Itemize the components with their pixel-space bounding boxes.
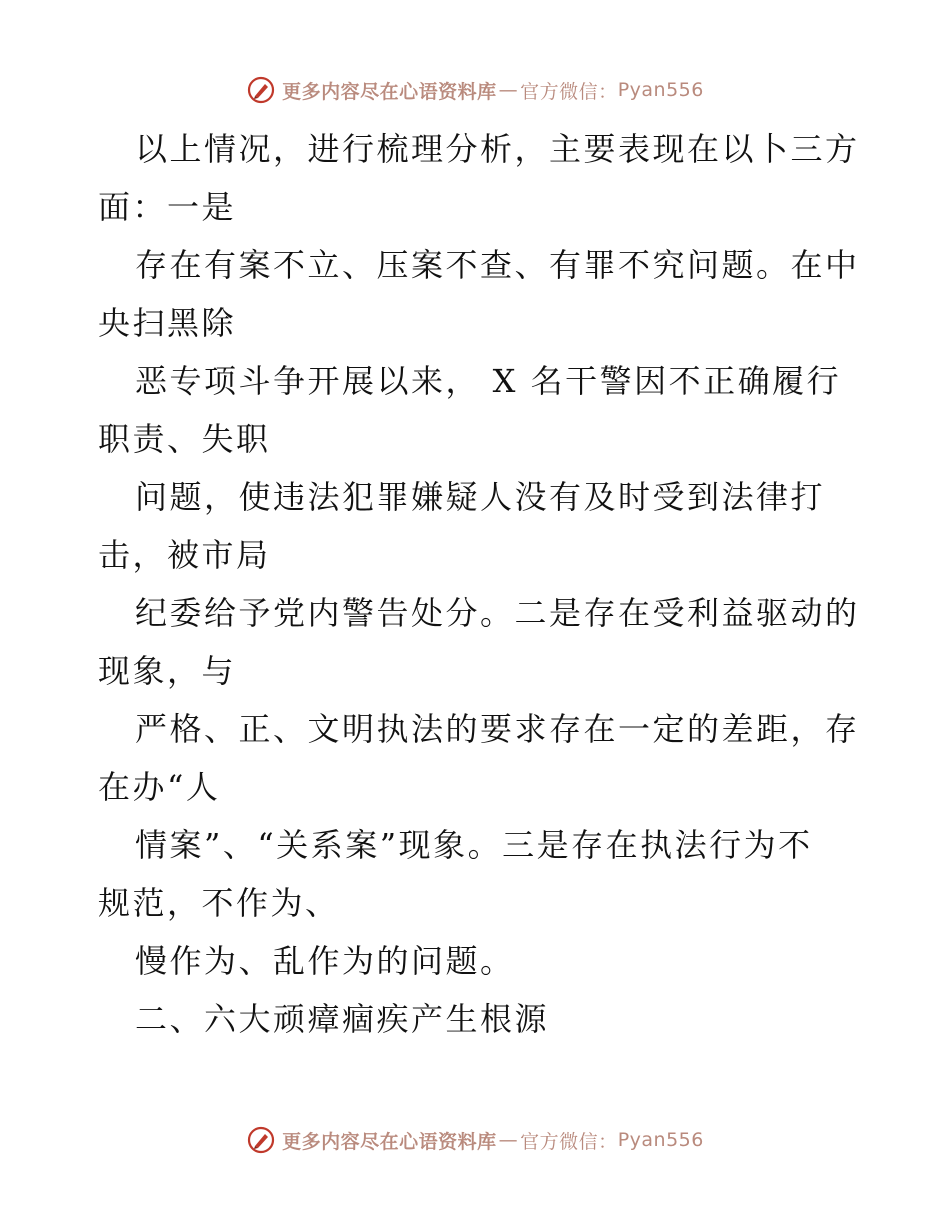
body-line: 严格、正、文明执法的要求存在一定的差距，存 xyxy=(135,710,860,748)
body-line: 在办“人 xyxy=(98,768,221,806)
body-line: 恶专项斗争开展以来， X 名干警因不正确履行 xyxy=(135,362,842,400)
watermark-separator: — xyxy=(498,1129,519,1151)
watermark-main-text: 更多内容尽在心语资料库 xyxy=(282,80,497,103)
body-line: 职责、失职 xyxy=(98,420,271,458)
watermark-separator: — xyxy=(498,79,519,101)
body-line: 情案”、“关系案”现象。三是存在执法行为不 xyxy=(135,826,813,864)
body-line: 面：一是 xyxy=(98,188,237,226)
body-line: 规范，不作为、 xyxy=(98,884,340,922)
body-line: 击，被市局 xyxy=(98,536,271,574)
body-line: 央扫黑除 xyxy=(98,304,237,342)
body-line: 存在有案不立、压案不查、有罪不究问题。在中 xyxy=(135,246,860,284)
body-line: 问题，使违法犯罪嫌疑人没有及时受到法律打 xyxy=(135,478,826,516)
watermark-main-text: 更多内容尽在心语资料库 xyxy=(282,1130,497,1153)
body-line: 以上情况，进行梳理分析，主要表现在以卜三方 xyxy=(135,130,860,168)
document-body xyxy=(98,120,858,1048)
body-line: 现象，与 xyxy=(98,652,237,690)
watermark-label: 官方微信： xyxy=(520,1130,618,1153)
section-heading: 二、六大顽瘴痼疾产生根源 xyxy=(135,1000,550,1038)
pen-logo-icon xyxy=(246,75,276,105)
watermark-id: Pyan556 xyxy=(617,1129,704,1151)
header-watermark xyxy=(0,70,950,110)
body-line: 慢作为、乱作为的问题。 xyxy=(135,942,515,980)
watermark-label: 官方微信： xyxy=(520,80,618,103)
footer-watermark xyxy=(0,1120,950,1160)
pen-logo-icon xyxy=(246,1125,276,1155)
watermark-id: Pyan556 xyxy=(617,79,704,101)
body-line: 纪委给予党内警告处分。二是存在受利益驱动的 xyxy=(135,594,860,632)
